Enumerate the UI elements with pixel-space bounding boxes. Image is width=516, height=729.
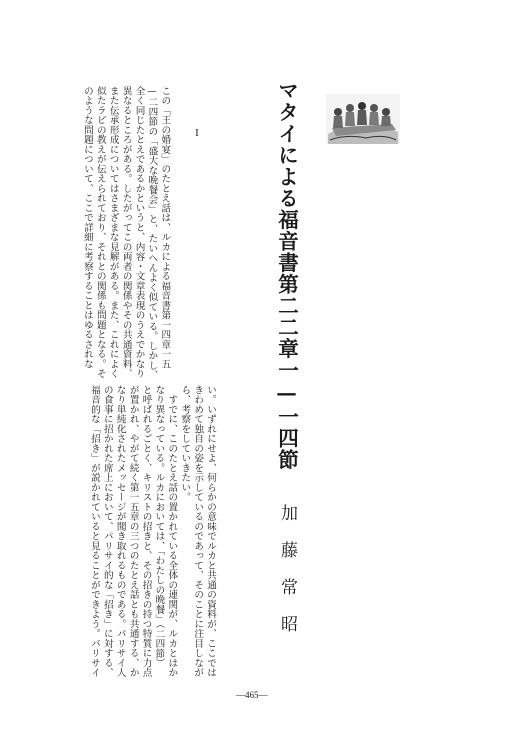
right-paragraph-line: と呼ばれるごとく、キリストの招きと、その招きの持つ特質に力点 — [140, 385, 152, 678]
page-number: —465— — [236, 690, 268, 700]
right-paragraph-line: なり異なっている。ルカにおいては、「わたしの晩餐」（二四節） — [153, 385, 165, 668]
left-paragraph-line: また伝承形成についてはさまざまな見解がある。また、これによく — [107, 86, 119, 379]
left-paragraph-line: —二四節の「盛大な晩餐会」と、たいへんよく似ている。しかし、 — [146, 86, 158, 380]
feast-illustration — [326, 94, 400, 144]
left-paragraph — [80, 86, 171, 380]
article-author: 加藤常昭 — [277, 504, 297, 652]
right-paragraph — [87, 385, 217, 678]
section-number: I — [191, 127, 203, 139]
right-paragraph-line: い。いずれにせよ、何らかの意味でルカと共通の資料が、ここでは — [205, 385, 217, 678]
right-paragraph-line: の食事に招かれた席上において、パリサイ的な「招き」に対する、 — [101, 385, 113, 678]
left-paragraph-line: この「王の婚宴」のたとえ話は、ルカによる福音書第一四章一五 — [159, 86, 171, 369]
left-paragraph-line: のような問題について、ここで詳細に考察することはゆるされな — [81, 86, 93, 369]
right-paragraph-line: すでに、このたとえ話の置かれている全体の連関が、ルカとはか — [166, 385, 178, 678]
left-paragraph-line: 似たラビの教えが伝えられており、それとの関係も問題となる。そ — [94, 86, 106, 379]
right-paragraph-line: が置かれ、やがて続く第一五章の三つのたとえ話とも共通する、か — [127, 385, 139, 678]
right-paragraph-line: ら、考察をしていきたい。 — [179, 385, 191, 502]
right-paragraph-line: きわめて独自の姿を示しているのであって、そのことに注目しなが — [192, 385, 204, 678]
left-paragraph-line: 全く同じたとえであるかというと、内容・文章表現のうえでかなり — [133, 86, 145, 379]
article-title: マタイによる福音書第二二章一—一四節 — [274, 80, 299, 471]
left-paragraph-line: 異なるところがある。したがってこの両者の関係やその共通資料、 — [120, 86, 132, 379]
right-paragraph-line: なり単純化されたメッセージが聞き取れるものである。パリサイ人 — [114, 385, 126, 678]
right-paragraph-line: 福音的な「招き」が説かれていると見ることができよう。パリサイ — [88, 385, 100, 678]
